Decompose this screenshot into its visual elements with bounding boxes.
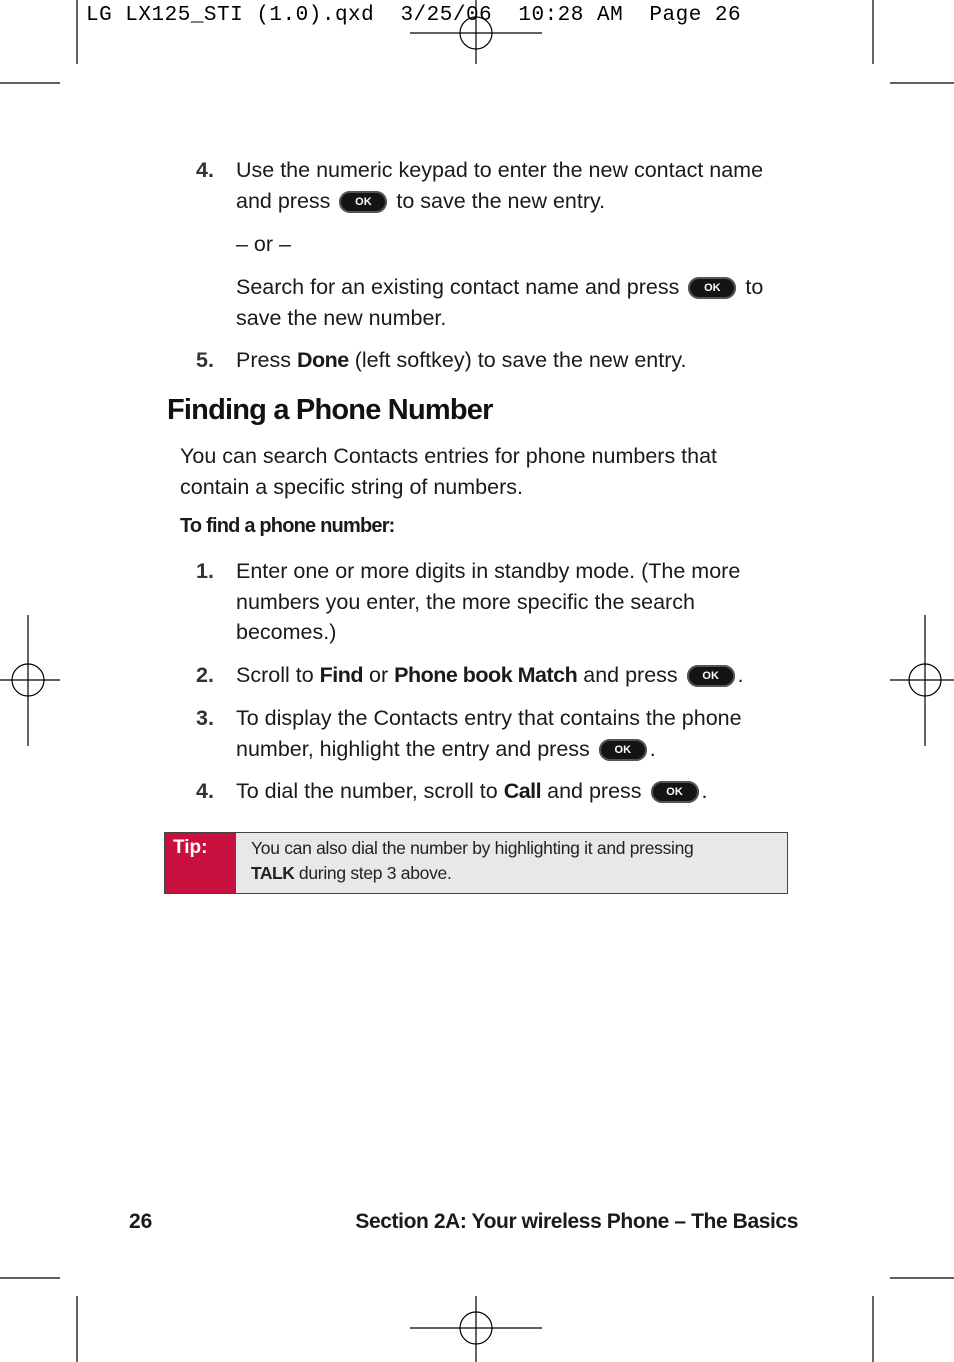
- tip-box: [164, 832, 788, 894]
- step-text: number, highlight the entry and press: [236, 736, 590, 761]
- step-text: becomes.): [236, 620, 337, 644]
- section-title: Section 2A: Your wireless Phone – The Basics: [355, 1210, 798, 1233]
- ok-key-icon: OK: [687, 665, 735, 687]
- step-text: and press: [547, 779, 642, 803]
- step-text: or: [369, 663, 389, 687]
- intro-paragraph: [180, 441, 780, 502]
- procedure-subhead: To find a phone number:: [180, 515, 395, 537]
- intro-line: You can search Contacts entries for phone numbers that: [180, 444, 718, 468]
- step-text: To display the Contacts entry that contains the phone: [236, 706, 742, 730]
- tip-text: [251, 836, 771, 886]
- step-text: .: [737, 663, 744, 687]
- tip-line: during step 3 above.: [298, 863, 452, 883]
- ok-key-icon: OK: [688, 277, 736, 299]
- step-text: save the new number.: [236, 305, 447, 330]
- step-text: .: [701, 779, 708, 803]
- ok-key-icon: OK: [339, 191, 387, 213]
- step-number: 2.: [196, 663, 214, 687]
- softkey-label: Done: [296, 348, 349, 372]
- step-text: to save the new entry.: [396, 188, 606, 213]
- step-number: 4.: [196, 158, 214, 182]
- step-text: Press: [236, 348, 291, 372]
- ok-key-icon: OK: [599, 739, 647, 761]
- step-text: and press: [583, 663, 678, 687]
- intro-line: contain a specific string of numbers.: [180, 474, 523, 499]
- step-number: 1.: [196, 559, 214, 583]
- step-text: To dial the number, scroll to: [236, 779, 498, 803]
- step-text: to: [745, 275, 764, 299]
- step-text: Search for an existing contact name and press: [236, 275, 680, 299]
- talk-key-label: TALK: [251, 863, 295, 883]
- step-text: Enter one or more digits in standby mode. (The more: [236, 559, 741, 583]
- menu-option: Phone book Match: [394, 663, 578, 687]
- step-text: Scroll to: [236, 663, 314, 687]
- step-number: 4.: [196, 779, 214, 803]
- file-slug: LG LX125_STI (1.0).qxd 3/25/06 10:28 AM Page 26: [86, 4, 742, 27]
- step-text: .: [649, 736, 656, 761]
- step-text: and press: [236, 188, 331, 213]
- ok-key-icon: OK: [651, 781, 699, 803]
- step-text: Use the numeric keypad to enter the new contact name: [236, 158, 764, 182]
- tip-line: You can also dial the number by highlighting it and pressing: [251, 838, 694, 858]
- alt-instruction: [236, 272, 796, 333]
- step-text: numbers you enter, the more specific the search: [236, 589, 695, 614]
- step-text: (left softkey) to save the new entry.: [354, 348, 687, 372]
- or-separator: – or –: [236, 232, 291, 256]
- page-number: 26: [129, 1210, 153, 1233]
- menu-option: Call: [503, 779, 542, 803]
- section-heading: Finding a Phone Number: [167, 394, 493, 426]
- tip-label: Tip:: [165, 833, 236, 893]
- step-number: 3.: [196, 706, 214, 730]
- menu-option: Find: [319, 663, 364, 687]
- step-number: 5.: [196, 348, 214, 372]
